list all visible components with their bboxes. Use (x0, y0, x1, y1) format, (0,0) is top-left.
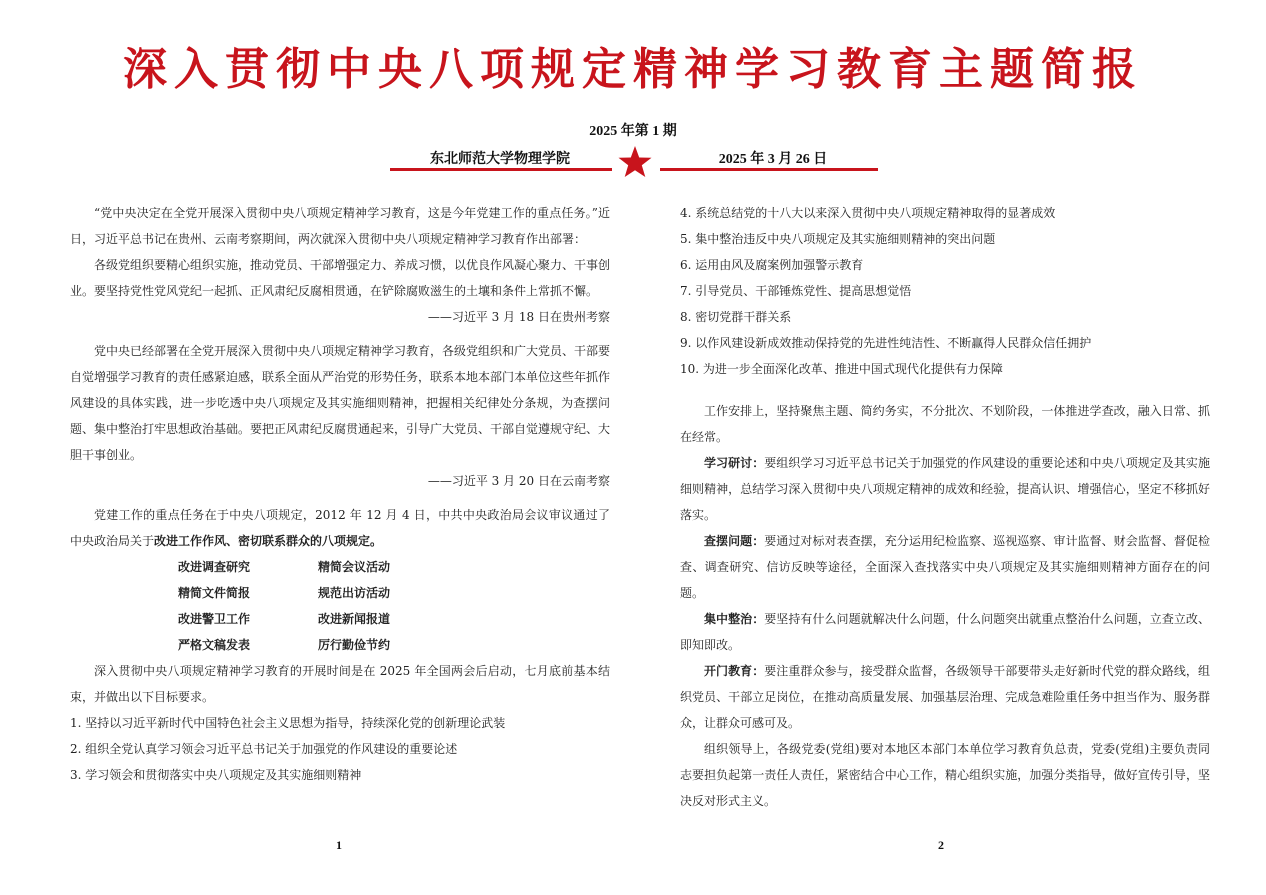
fix-paragraph (680, 606, 1210, 658)
rule-item: 规范出访活动 (318, 586, 391, 600)
quote-body-1: 各级党组织要精心组织实施，推动党员、干部增强定力、养成习惯，以优良作风凝心聚力、干事创业。要坚持党性党风党纪一起抓、正风肃纪反腐相贯通，在铲除腐败滋生的土壤和条件上常抓不懈。 (70, 258, 611, 298)
check-paragraph (680, 528, 1210, 606)
goal-item: 7. 引导党员、干部锤炼党性、提高思想觉悟 (680, 284, 912, 298)
open-text: 要注重群众参与，接受群众监督，各级领导干部要带头走好新时代党的群众路线，组织党员、干部立足岗位，在推动高质量发展、加强基层治理、完成急难险重任务中担当作为、服务群众，让群众可感可及。 (680, 664, 1210, 730)
page-2-column (680, 200, 1210, 814)
goal-item: 10. 为进一步全面深化改革、推进中国式现代化提供有力保障 (680, 362, 1003, 376)
open-label: 开门教育： (704, 664, 765, 678)
masthead-title: 深入贯彻中央八项规定精神学习教育主题简报 (123, 44, 1143, 95)
quote-body-2: 党中央已经部署在全党开展深入贯彻中央八项规定精神学习教育，各级党组织和广大党员、干部要自觉增强学习教育的责任感紧迫感，联系全面从严治党的形势任务，联系本地本部门本单位这些年抓作风建设的具体实践，进一步吃透中央八项规定及其实施细则精神，把握相关纪律处分条规，为查摆问题、集中整治打牢思想政治基础。要把正风肃纪反腐贯通起来，引导广大党员、干部自觉遵规守纪、大胆干事创业。 (70, 344, 611, 462)
rule-item: 改进新闻报道 (318, 612, 391, 626)
timeline-paragraph: 深入贯彻中央八项规定精神学习教育的开展时间是在 2025 年全国两会后启动，七月底前基本结束，并做出以下目标要求。 (70, 664, 610, 704)
page-1-column (70, 200, 610, 788)
rule-item: 精简会议活动 (318, 560, 391, 574)
goal-item: 4. 系统总结党的十八大以来深入贯彻中央八项规定精神取得的显著成效 (680, 206, 1056, 220)
check-label: 查摆问题： (704, 534, 765, 548)
eight-rules-intro (70, 502, 610, 554)
rule-item: 改进警卫工作 (178, 612, 251, 626)
rule-item: 厉行勤俭节约 (318, 638, 391, 652)
page-number-2: 2 (938, 838, 944, 852)
goal-item: 9. 以作风建设新成效推动保持党的先进性纯洁性、不断赢得人民群众信任拥护 (680, 336, 1092, 350)
goal-item: 8. 密切党群干群关系 (680, 310, 792, 324)
header-rule-left (390, 168, 612, 171)
eight-rules-list (178, 554, 610, 658)
goal-item: 3. 学习领会和贯彻落实中央八项规定及其实施细则精神 (70, 768, 362, 782)
check-text: 要通过对标对表查摆，充分运用纪检监察、巡视巡察、审计监督、财会监督、督促检查、调查研究、信访反映等途径，全面深入查找落实中央八项规定及其实施细则精神方面存在的问题。 (680, 534, 1210, 600)
publish-date: 2025 年 3 月 26 日 (718, 152, 828, 167)
goal-item: 2. 组织全党认真学习领会习近平总书记关于加强党的作风建设的重要论述 (70, 742, 458, 756)
fix-text: 要坚持有什么问题就解决什么问题，什么问题突出就重点整治什么问题，立查立改、即知即改。 (680, 612, 1210, 652)
quote-signature-1: ——习近平 3 月 18 日在贵州考察 (427, 310, 610, 324)
eight-rules-intro-text: 党建工作的重点任务在于中央八项规定，2012 年 12 月 4 日，中共中央政治局会议审议通过了中央政治局关于 (70, 508, 610, 548)
page-number-1: 1 (336, 838, 342, 852)
spacer (680, 390, 1210, 398)
quote-signature-2: ——习近平 3 月 20 日在云南考察 (427, 474, 610, 488)
open-paragraph (680, 658, 1210, 736)
rule-item: 精简文件简报 (178, 586, 251, 600)
eight-rules-intro-bold: 改进工作作风、密切联系群众的八项规定。 (154, 534, 383, 548)
study-text: 要组织学习习近平总书记关于加强党的作风建设的重要论述和中央八项规定及其实施细则精神，总结学习深入贯彻中央八项规定精神的成效和经验，提高认识、增强信心，坚定不移抓好落实。 (680, 456, 1210, 522)
quote-intro: “党中央决定在全党开展深入贯彻中央八项规定精神学习教育，这是今年党建工作的重点任务。”近日，习近平总书记在贵州、云南考察期间，两次就深入贯彻中央八项规定精神学习教育作出部署： (70, 206, 610, 246)
issue-number: 2025 年第 1 期 (589, 124, 677, 139)
rule-item: 改进调查研究 (178, 560, 251, 574)
study-label: 学习研讨： (704, 456, 765, 470)
study-paragraph (680, 450, 1210, 528)
goal-item: 6. 运用由风及腐案例加强警示教育 (680, 258, 864, 272)
publisher-unit: 东北师范大学物理学院 (430, 152, 570, 167)
fix-label: 集中整治： (704, 612, 765, 626)
goal-item: 1. 坚持以习近平新时代中国特色社会主义思想为指导，持续深化党的创新理论武装 (70, 716, 506, 730)
leadership-paragraph: 组织领导上，各级党委(党组)要对本地区本部门本单位学习教育负总责，党委(党组)主要负责同志要担负起第一责任人责任，紧密结合中心工作，精心组织实施，加强分类指导，做好宣传引导，坚决反对形式主义。 (680, 742, 1210, 808)
work-arrangement: 工作安排上，坚持聚焦主题、简约务实，不分批次、不划阶段，一体推进学查改，融入日常、抓在经常。 (680, 404, 1210, 444)
rule-item: 严格文稿发表 (178, 638, 251, 652)
spacer (680, 382, 1210, 390)
header-rule-right (660, 168, 878, 171)
goal-item: 5. 集中整治违反中央八项规定及其实施细则精神的突出问题 (680, 232, 996, 246)
star-icon (617, 144, 653, 180)
